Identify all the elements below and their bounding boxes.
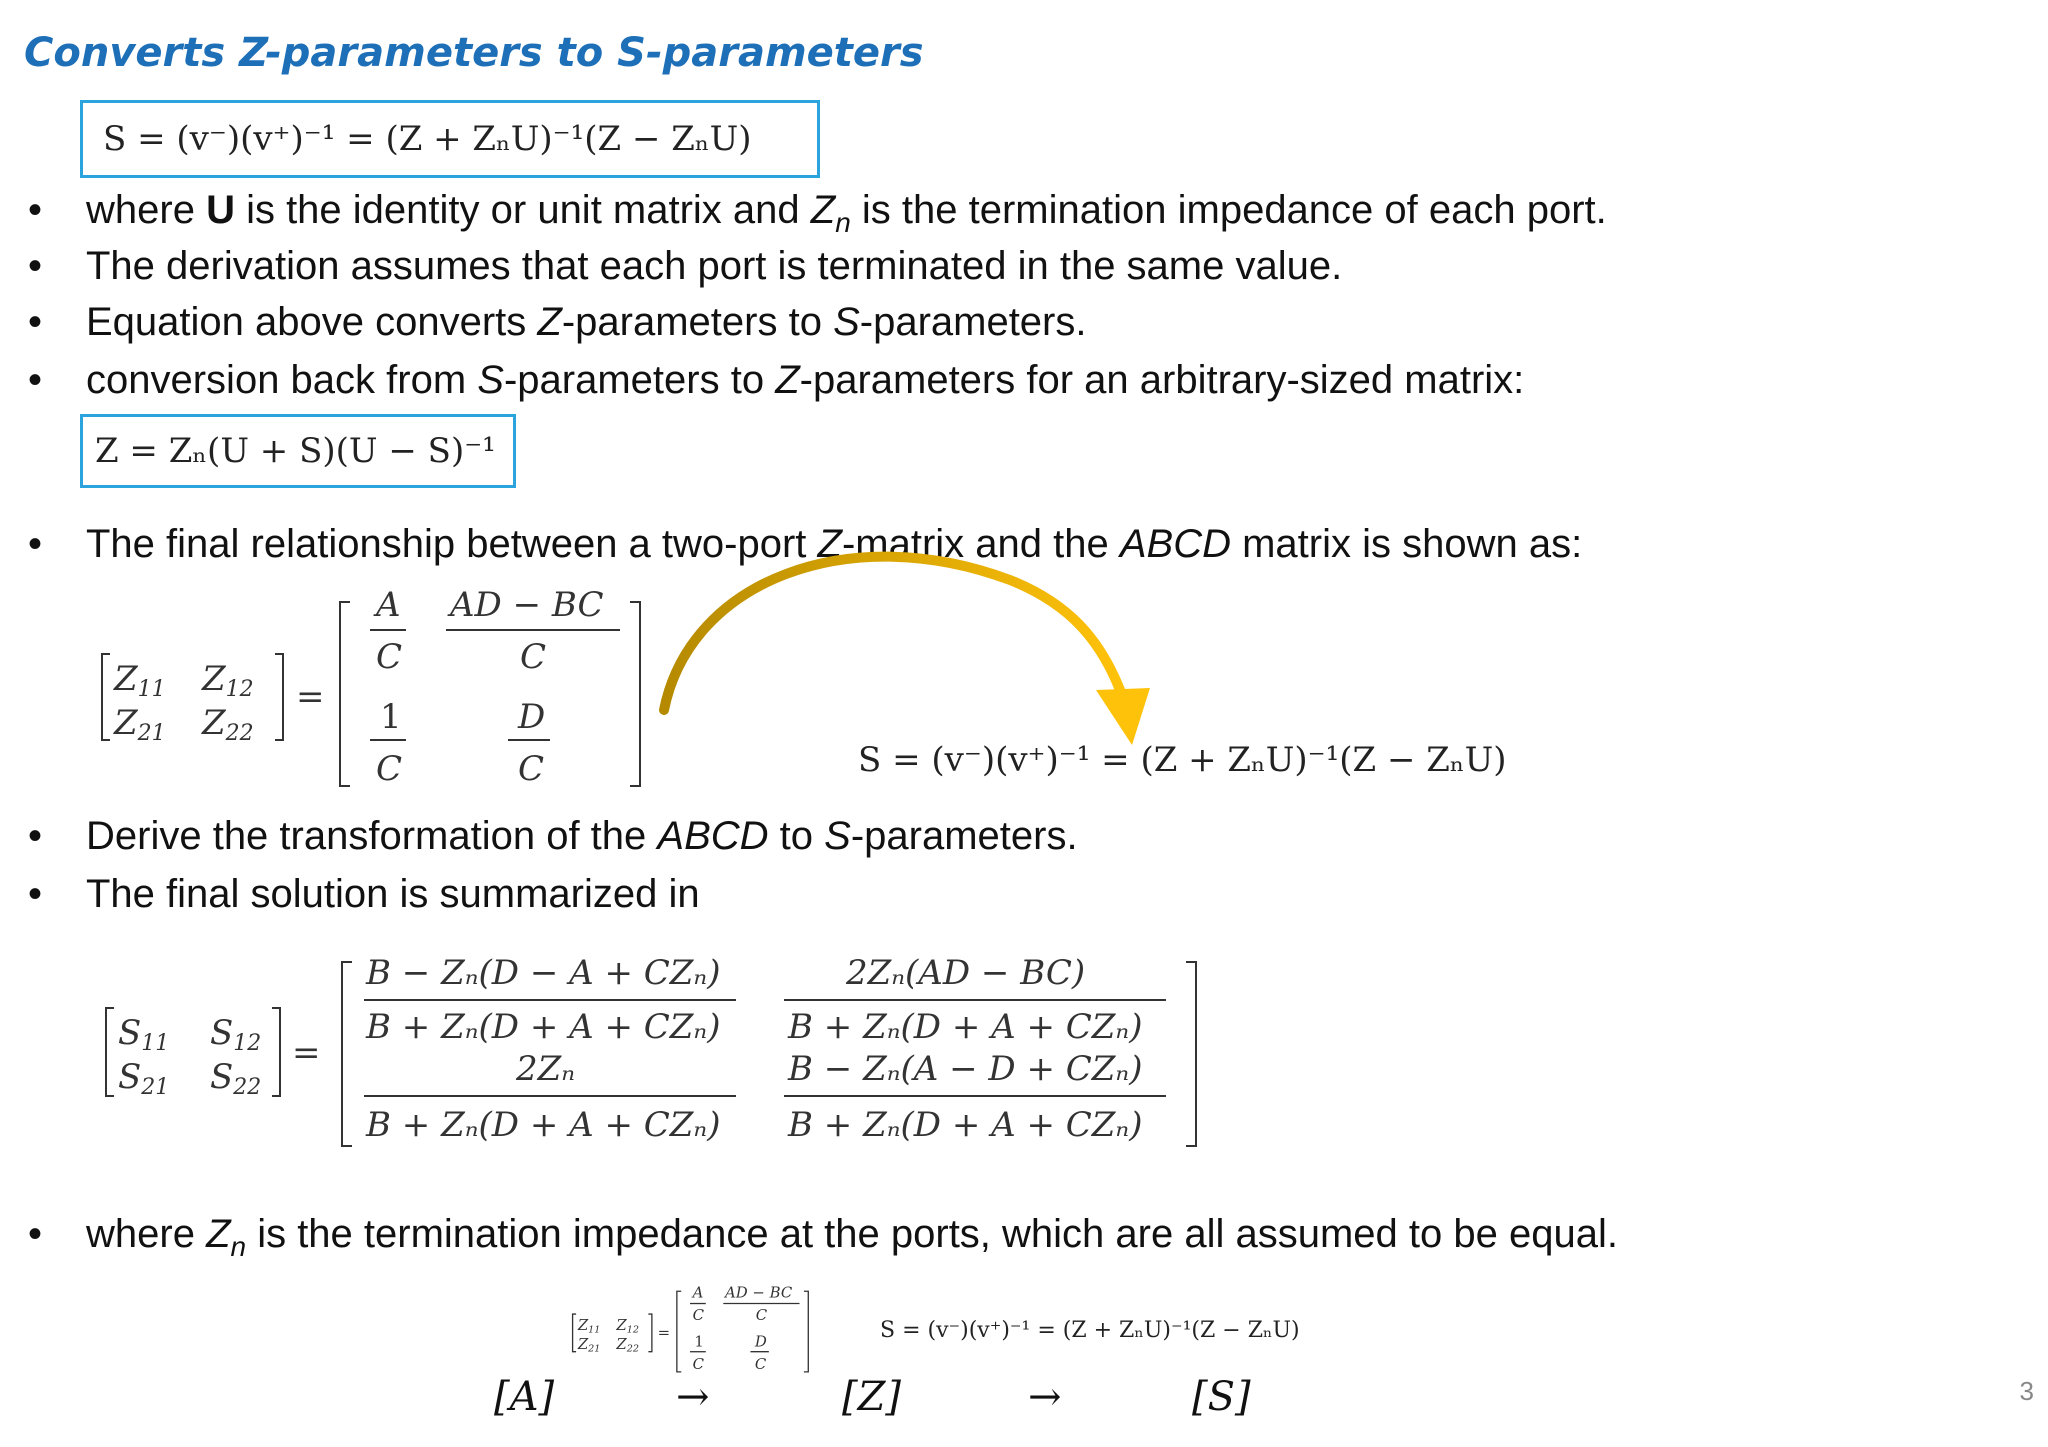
z-from-s-equation: Z = Zₙ(U + S)(U − S)⁻¹ (95, 431, 496, 471)
svg-text:=: = (296, 677, 325, 717)
a12-num: AD − BC (450, 590, 604, 625)
s-equation-repeat: S = (v⁻)(v⁺)⁻¹ = (Z + ZₙU)⁻¹(Z − ZₙU) (858, 740, 1507, 780)
s11-num: B − Zₙ(D − A + CZₙ) (366, 953, 721, 993)
slide-title: Converts Z-parameters to S-parameters (24, 30, 924, 76)
svg-text:C: C (692, 1355, 705, 1374)
svg-text:1: 1 (694, 1332, 704, 1351)
s21-den: B + Zₙ(D + A + CZₙ) (366, 1105, 721, 1145)
s12-den: B + Zₙ(D + A + CZₙ) (788, 1007, 1143, 1047)
s-from-z-equation: S = (v⁻)(v⁺)⁻¹ = (Z + ZₙU)⁻¹(Z − ZₙU) (103, 119, 752, 159)
flow-arrow-1: → (676, 1374, 710, 1420)
svg-text:D: D (754, 1332, 767, 1351)
s22-den: B + Zₙ(D + A + CZₙ) (788, 1105, 1143, 1145)
s22: S22 (210, 1057, 262, 1100)
s12-num: 2Zₙ(AD − BC) (846, 953, 1086, 993)
svg-text:=: = (292, 1033, 321, 1073)
s22-num: B − Zₙ(A − D + CZₙ) (788, 1049, 1143, 1089)
small-z-abcd-matrix (560, 1286, 820, 1378)
svg-text:Z21: Z21 (577, 1335, 601, 1355)
z-abcd-matrix-equation (90, 590, 650, 800)
svg-text:C: C (692, 1306, 705, 1325)
s11-den: B + Zₙ(D + A + CZₙ) (366, 1007, 721, 1047)
z21: Z21 (114, 703, 166, 746)
s11: S11 (118, 1013, 170, 1056)
small-s-equation: S = (v⁻)(v⁺)⁻¹ = (Z + ZₙU)⁻¹(Z − ZₙU) (880, 1318, 1300, 1343)
s21-num: 2Zₙ (516, 1049, 576, 1089)
s21: S21 (118, 1057, 170, 1100)
svg-text:=: = (657, 1323, 671, 1342)
s-from-z-equation-box (80, 100, 820, 178)
svg-text:A: A (692, 1286, 704, 1302)
flow-a: [A] (494, 1374, 555, 1420)
flow-arrow-2: → (1028, 1374, 1062, 1420)
svg-text:Z22: Z22 (616, 1335, 639, 1355)
a22-num: D (518, 697, 546, 737)
a11-num: A (376, 590, 401, 625)
page-number: 3 (2019, 1376, 2034, 1406)
a21-num: 1 (380, 697, 402, 737)
z-from-s-equation-box (80, 414, 516, 488)
a22-den: C (518, 749, 545, 789)
curved-arrow-icon (650, 540, 1230, 770)
a12-den: C (520, 637, 547, 677)
z11: Z11 (114, 659, 166, 702)
a11-den: C (376, 637, 403, 677)
flow-s: [S] (1192, 1374, 1251, 1420)
svg-text:C: C (755, 1306, 768, 1325)
z12: Z12 (202, 659, 254, 702)
z22: Z22 (202, 703, 254, 746)
svg-text:Z12: Z12 (616, 1315, 639, 1336)
s12: S12 (210, 1013, 262, 1056)
svg-text:C: C (754, 1355, 767, 1374)
s-abcd-matrix-equation (96, 950, 1216, 1160)
svg-text:Z11: Z11 (577, 1315, 601, 1336)
flow-z: [Z] (842, 1374, 902, 1420)
a21-den: C (376, 749, 403, 789)
svg-text:AD − BC: AD − BC (725, 1286, 793, 1302)
